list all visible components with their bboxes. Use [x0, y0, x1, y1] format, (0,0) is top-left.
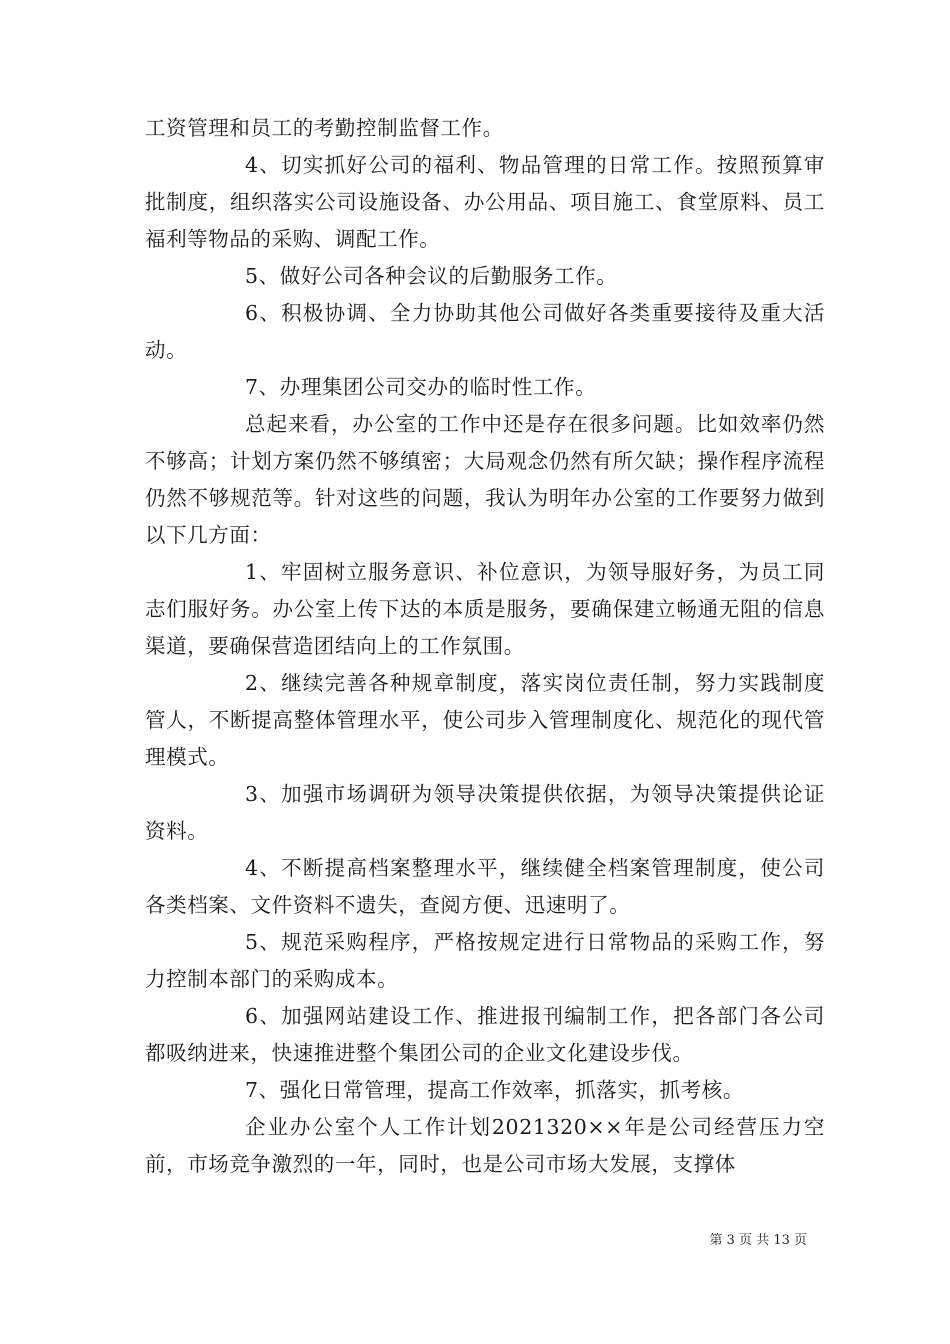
paragraph-6: 总起来看，办公室的工作中还是存在很多问题。比如效率仍然不够高；计划方案仍然不够缜密；大局观念仍然有所欠缺；操作程序流程仍然不够规范等。针对这些的问题，我认为明年办公室的工作要努力做到以下几方面：: [145, 412, 825, 547]
paragraph-10: 4、不断提高档案整理水平，继续健全档案管理制度，使公司各类档案、文件资料不遗失，查阅方便、迅速明了。: [145, 856, 825, 917]
paragraph-11: 5、规范采购程序，严格按规定进行日常物品的采购工作，努力控制本部门的采购成本。: [145, 930, 825, 991]
paragraph-3: 5、做好公司各种会议的后勤服务工作。: [245, 264, 618, 288]
paragraph-5: 7、办理集团公司交办的临时性工作。: [245, 375, 597, 399]
paragraph-1: 工资管理和员工的考勤控制监督工作。: [145, 116, 504, 140]
paragraph-14: 企业办公室个人工作计划2021320××年是公司经营压力空前，市场竞争激烈的一年，同时，也是公司市场大发展，支撑体: [145, 1115, 825, 1176]
paragraph-9: 3、加强市场调研为领导决策提供依据，为领导决策提供论证资料。: [145, 782, 825, 843]
paragraph-8: 2、继续完善各种规章制度，落实岗位责任制，努力实践制度管人，不断提高整体管理水平，使公司步入管理制度化、规范化的现代管理模式。: [145, 671, 825, 769]
paragraph-12: 6、加强网站建设工作、推进报刊编制工作，把各部门各公司都吸纳进来，快速推进整个集团公司的企业文化建设步伐。: [145, 1004, 825, 1065]
paragraph-13: 7、强化日常管理，提高工作效率，抓落实，抓考核。: [245, 1078, 744, 1102]
page-number-footer: 第 3 页 共 13 页: [709, 1233, 807, 1248]
paragraph-4: 6、积极协调、全力协助其他公司做好各类重要接待及重大活动。: [145, 301, 825, 362]
paragraph-2: 4、切实抓好公司的福利、物品管理的日常工作。按照预算审批制度，组织落实公司设施设备、办公用品、项目施工、食堂原料、员工福利等物品的采购、调配工作。: [145, 153, 825, 251]
document-body: [145, 110, 825, 1183]
paragraph-7: 1、牢固树立服务意识、补位意识，为领导服好务，为员工同志们服好务。办公室上传下达的本质是服务，要确保建立畅通无阻的信息渠道，要确保营造团结向上的工作氛围。: [145, 560, 825, 658]
